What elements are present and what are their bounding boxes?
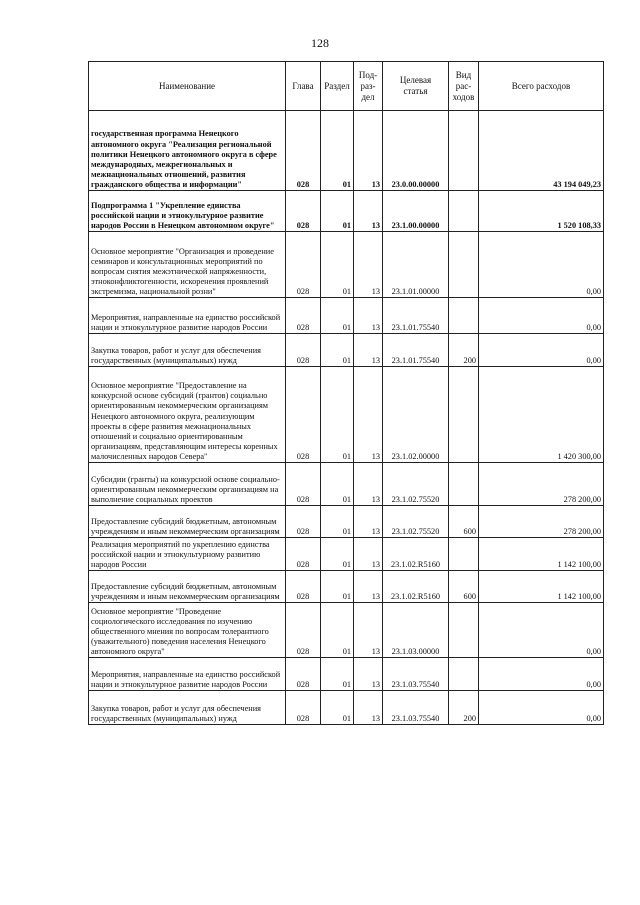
header-exp-type-line: рас- <box>455 80 472 91</box>
row-target: 23.1.01.00000 <box>383 232 449 298</box>
header-chapter: Глава <box>286 62 321 111</box>
table-row <box>89 191 604 232</box>
header-total: Всего расходов <box>479 62 604 111</box>
row-subsection: 13 <box>354 191 383 232</box>
page-number: 128 <box>311 36 329 50</box>
row-target: 23.1.02.00000 <box>383 367 449 463</box>
row-name: Мероприятия, направленные на единство российской нации и этнокультурное развитие народов России <box>89 298 286 334</box>
row-total: 0,00 <box>479 232 604 298</box>
row-chapter: 028 <box>286 111 321 191</box>
row-exp-type <box>449 603 479 658</box>
row-exp-type <box>449 463 479 506</box>
row-subsection: 13 <box>354 506 383 538</box>
row-chapter: 028 <box>286 232 321 298</box>
table-row <box>89 298 604 334</box>
row-name: Основное мероприятие "Организация и проведение семинаров и консультационных мероприятий по вопросам снятия межэтнической напряженности, этноконфликтогенности, искоренения проявлений экстремизма, национальной розни" <box>89 232 286 298</box>
header-target <box>383 62 449 111</box>
row-section: 01 <box>321 463 354 506</box>
header-name: Наименование <box>89 62 286 111</box>
row-chapter: 028 <box>286 658 321 691</box>
header-target-line: статья <box>403 86 428 96</box>
table-row <box>89 334 604 367</box>
row-exp-type: 200 <box>449 691 479 725</box>
table-row <box>89 603 604 658</box>
row-exp-type <box>449 232 479 298</box>
row-total: 0,00 <box>479 691 604 725</box>
header-exp-type-line: ходов <box>452 91 475 102</box>
row-chapter: 028 <box>286 571 321 603</box>
row-subsection: 13 <box>354 232 383 298</box>
row-target: 23.1.02.75520 <box>383 506 449 538</box>
row-total: 43 194 049,23 <box>479 111 604 191</box>
row-section: 01 <box>321 191 354 232</box>
row-subsection: 13 <box>354 571 383 603</box>
row-chapter: 028 <box>286 538 321 571</box>
row-total: 0,00 <box>479 658 604 691</box>
header-section: Раздел <box>321 62 354 111</box>
row-name: Подпрограмма 1 "Укрепление единства российской нации и этнокультурное развитие народов России в Ненецком автономном округе" <box>89 191 286 232</box>
row-chapter: 028 <box>286 367 321 463</box>
row-section: 01 <box>321 367 354 463</box>
row-subsection: 13 <box>354 538 383 571</box>
row-section: 01 <box>321 603 354 658</box>
row-subsection: 13 <box>354 603 383 658</box>
row-target: 23.1.03.75540 <box>383 691 449 725</box>
row-section: 01 <box>321 571 354 603</box>
row-section: 01 <box>321 298 354 334</box>
row-chapter: 028 <box>286 506 321 538</box>
row-exp-type: 600 <box>449 506 479 538</box>
header-exp-type <box>449 62 479 111</box>
row-name: Субсидии (гранты) на конкурсной основе социально-ориентированным некоммерческим организациям на выполнение социальных проектов <box>89 463 286 506</box>
row-chapter: 028 <box>286 298 321 334</box>
row-name: Мероприятия, направленные на единство российской нации и этнокультурное развитие народов России <box>89 658 286 691</box>
table-row <box>89 506 604 538</box>
header-subsection <box>354 62 383 111</box>
row-section: 01 <box>321 232 354 298</box>
table-header-row <box>89 62 604 111</box>
header-exp-type-line: Вид <box>455 69 472 80</box>
row-exp-type <box>449 298 479 334</box>
row-exp-type: 600 <box>449 571 479 603</box>
table-row <box>89 658 604 691</box>
row-total: 1 142 100,00 <box>479 538 604 571</box>
row-name: Реализация мероприятий по укреплению единства российской нации и этнокультурному развитию народов России <box>89 538 286 571</box>
row-target: 23.1.00.00000 <box>383 191 449 232</box>
row-target: 23.1.01.75540 <box>383 298 449 334</box>
row-name: государственная программа Ненецкого автономного округа "Реализация региональной политики Ненецкого автономного округа в сфере международных, межрегиональных и межнациональных отношений, развития гражданского общества и информации" <box>91 129 277 189</box>
row-section: 01 <box>321 506 354 538</box>
row-subsection: 13 <box>354 367 383 463</box>
row-total: 1 142 100,00 <box>479 571 604 603</box>
row-chapter: 028 <box>286 691 321 725</box>
row-section: 01 <box>321 658 354 691</box>
row-chapter: 028 <box>286 191 321 232</box>
row-target: 23.1.02.R5160 <box>383 571 449 603</box>
row-target: 23.1.02.R5160 <box>383 538 449 571</box>
row-name: Предоставление субсидий бюджетным, автономным учреждениям и иным некоммерческим организациям <box>89 571 286 603</box>
table-row <box>89 111 604 191</box>
table-row <box>89 691 604 725</box>
row-exp-type: 200 <box>449 334 479 367</box>
row-total: 1 420 300,00 <box>479 367 604 463</box>
row-target: 23.1.02.75520 <box>383 463 449 506</box>
row-total: 0,00 <box>479 334 604 367</box>
row-subsection: 13 <box>354 691 383 725</box>
row-section: 01 <box>321 334 354 367</box>
header-subsection-line: дел <box>361 91 375 102</box>
header-target-line: Целевая <box>399 75 432 85</box>
row-section: 01 <box>321 111 354 191</box>
row-chapter: 028 <box>286 334 321 367</box>
row-exp-type <box>449 658 479 691</box>
row-name: Основное мероприятие "Предоставление на конкурсной основе субсидий (грантов) социально ориентированным некоммерческим организациям Ненецкого автономного округа, реализующим проекты в сфере развития межнациональных отношений и социально ориентированным организациям, представляющим интересы коренных малочисленных народов Севера" <box>89 367 286 463</box>
row-exp-type <box>449 538 479 571</box>
row-subsection: 13 <box>354 658 383 691</box>
row-target: 23.1.03.75540 <box>383 658 449 691</box>
row-name-cell <box>89 111 286 191</box>
row-subsection: 13 <box>354 111 383 191</box>
row-subsection: 13 <box>354 298 383 334</box>
budget-table <box>88 61 604 725</box>
row-target: 23.1.03.00000 <box>383 603 449 658</box>
row-total: 278 200,00 <box>479 463 604 506</box>
row-name: Основное мероприятие "Проведение социологического исследования по изучению общественного мнения по вопросам толерантного (уважительного) поведения населения Ненецкого автономного округа" <box>89 603 286 658</box>
row-exp-type <box>449 111 479 191</box>
table-row <box>89 538 604 571</box>
row-total: 0,00 <box>479 298 604 334</box>
row-section: 01 <box>321 691 354 725</box>
table-row <box>89 463 604 506</box>
row-name: Предоставление субсидий бюджетным, автономным учреждениям и иным некоммерческим организациям <box>89 506 286 538</box>
row-exp-type <box>449 367 479 463</box>
row-total: 278 200,00 <box>479 506 604 538</box>
row-name: Закупка товаров, работ и услуг для обеспечения государственных (муниципальных) нужд <box>89 334 286 367</box>
row-subsection: 13 <box>354 334 383 367</box>
row-subsection: 13 <box>354 463 383 506</box>
row-total: 0,00 <box>479 603 604 658</box>
row-exp-type <box>449 191 479 232</box>
row-target: 23.0.00.00000 <box>383 111 449 191</box>
row-chapter: 028 <box>286 463 321 506</box>
row-target: 23.1.01.75540 <box>383 334 449 367</box>
table-row <box>89 367 604 463</box>
header-subsection-line: раз- <box>360 80 376 91</box>
header-subsection-line: Под- <box>358 69 378 80</box>
row-chapter: 028 <box>286 603 321 658</box>
table-row <box>89 571 604 603</box>
row-total: 1 520 108,33 <box>479 191 604 232</box>
row-section: 01 <box>321 538 354 571</box>
table-row <box>89 232 604 298</box>
row-name: Закупка товаров, работ и услуг для обеспечения государственных (муниципальных) нужд <box>89 691 286 725</box>
